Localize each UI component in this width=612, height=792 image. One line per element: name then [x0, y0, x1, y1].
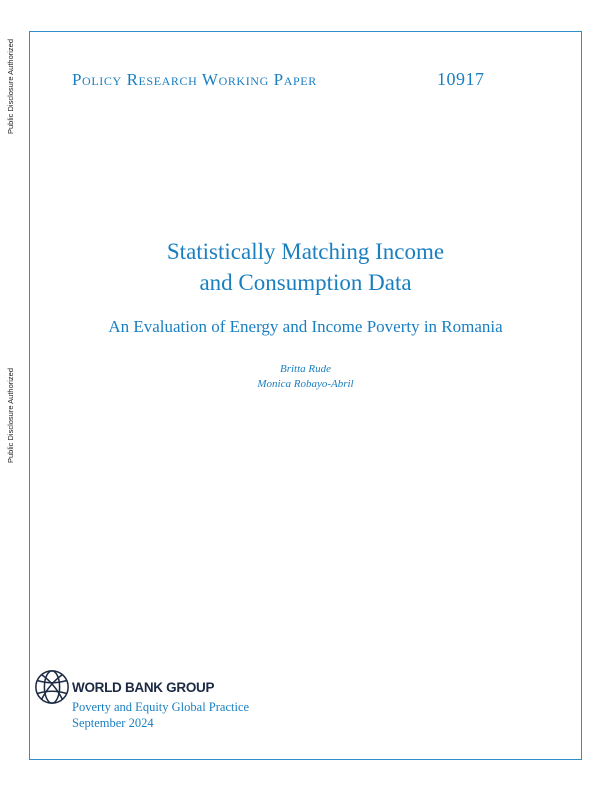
- author-name: Monica Robayo-Abril: [257, 378, 354, 390]
- disclosure-label-top: [4, 16, 18, 156]
- disclosure-label-top-text: Public Disclosure Authorized: [6, 38, 16, 134]
- paper-subtitle: An Evaluation of Energy and Income Poverty in Romania: [108, 317, 503, 336]
- author-list: [29, 362, 582, 392]
- disclosure-label-bottom: [4, 345, 18, 485]
- series-title: Policy Research Working Paper: [72, 70, 317, 89]
- author-name: Britta Rude: [279, 363, 332, 375]
- paper-title-line-2: and Consumption Data: [199, 270, 412, 295]
- globe-icon: [33, 668, 71, 706]
- paper-title: [29, 236, 582, 298]
- disclosure-label-bottom-text: Public Disclosure Authorized: [6, 367, 16, 463]
- global-practice: Poverty and Equity Global Practice: [72, 700, 250, 714]
- paper-title-line-1: Statistically Matching Income: [166, 239, 445, 264]
- organization-name: WORLD BANK GROUP: [72, 680, 215, 695]
- publication-date: September 2024: [72, 716, 154, 730]
- cover-frame: [29, 31, 582, 760]
- paper-number: 10917: [437, 69, 485, 89]
